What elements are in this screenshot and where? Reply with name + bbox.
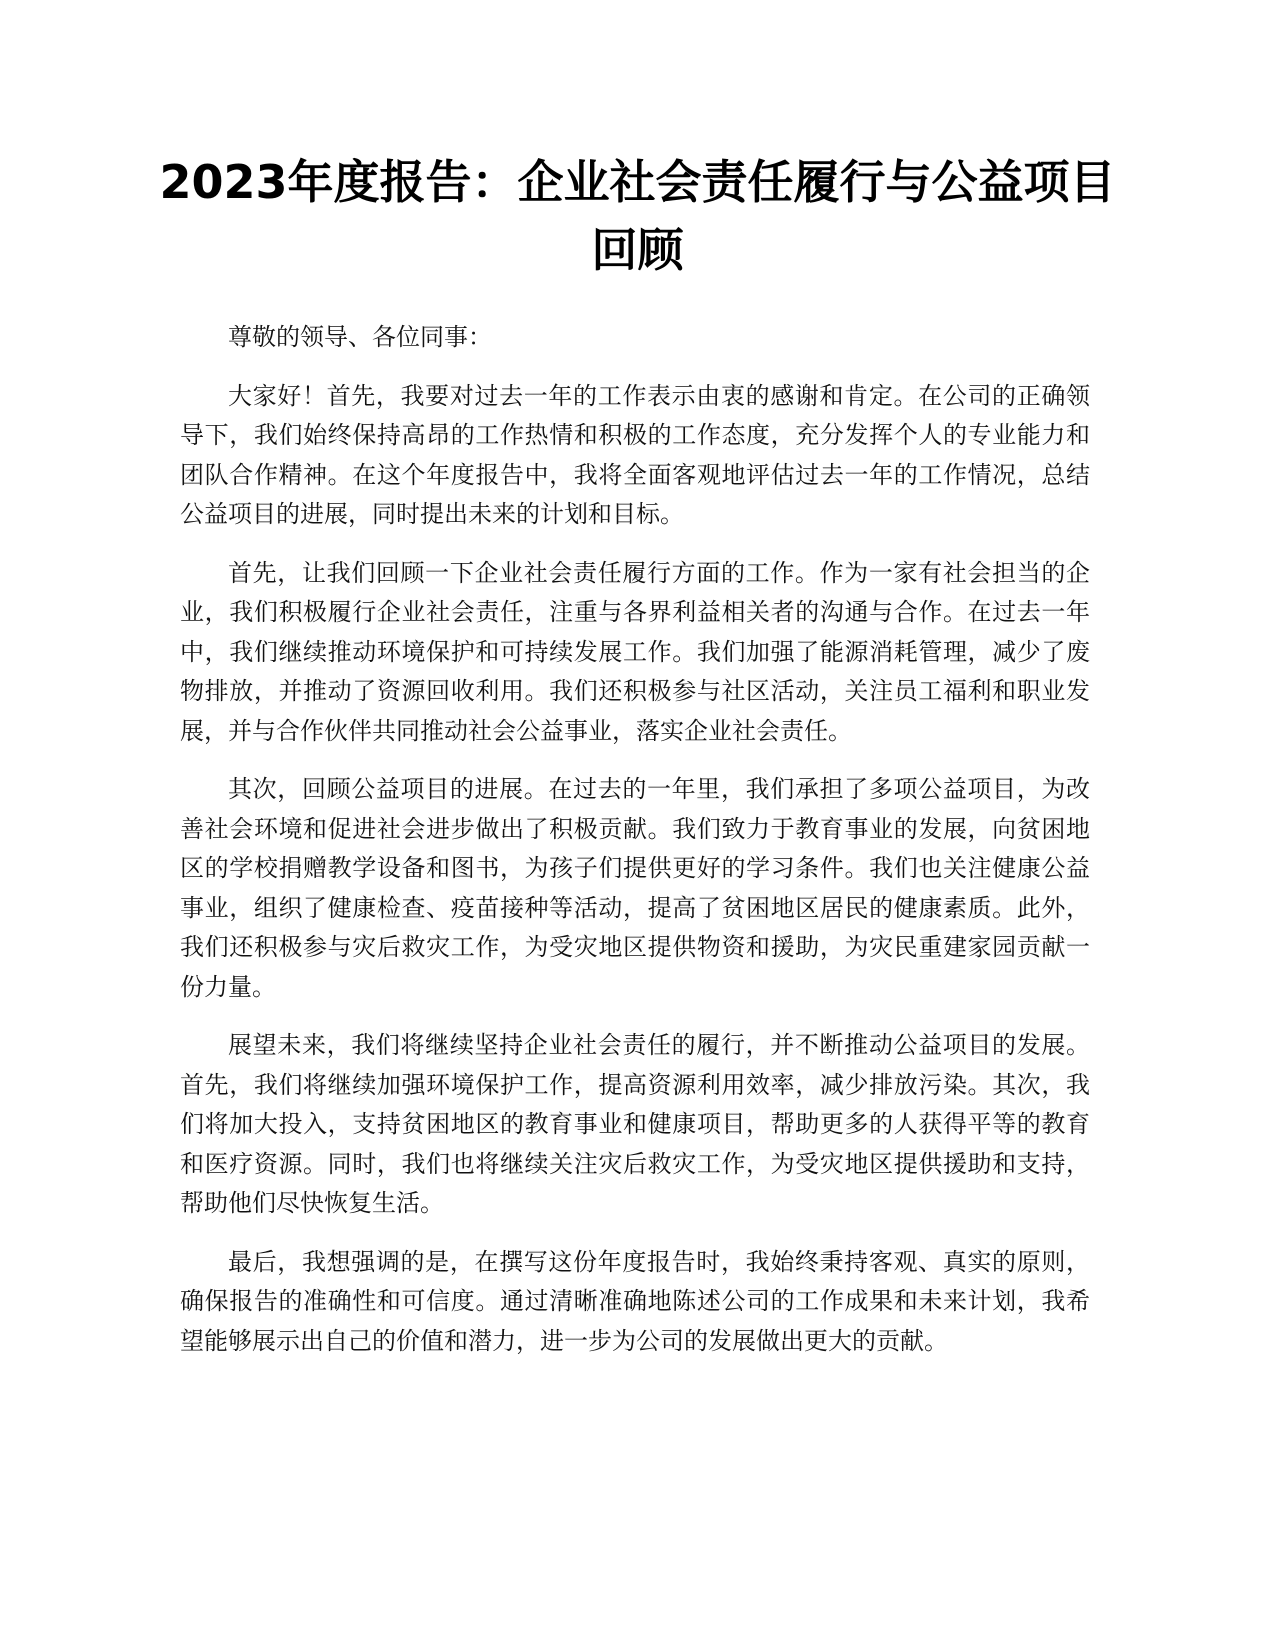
paragraph-4: 展望未来，我们将继续坚持企业社会责任的履行，并不断推动公益项目的发展。首先，我们将继续加强环境保护工作，提高资源利用效率，减少排放污染。其次，我们将加大投入，支持贫困地区的教育事业和健康项目，帮助更多的人获得平等的教育和医疗资源。同时，我们也将继续关注灾后救灾工作，为受灾地区提供援助和支持，帮助他们尽快恢复生活。	[180, 1031, 1090, 1217]
document-title: 2023年度报告：企业社会责任履行与公益项目回顾	[159, 155, 1116, 277]
document-body	[180, 318, 1090, 1380]
greeting: 尊敬的领导、各位同事：	[228, 323, 492, 351]
paragraph-3: 其次，回顾公益项目的进展。在过去的一年里，我们承担了多项公益项目，为改善社会环境和促进社会进步做出了积极贡献。我们致力于教育事业的发展，向贫困地区的学校捐赠教学设备和图书，为孩子们提供更好的学习条件。我们也关注健康公益事业，组织了健康检查、疫苗接种等活动，提高了贫困地区居民的健康素质。此外，我们还积极参与灾后救灾工作，为受灾地区提供物资和援助，为灾民重建家园贡献一份力量。	[180, 775, 1090, 1001]
paragraph-1: 大家好！首先，我要对过去一年的工作表示由衷的感谢和肯定。在公司的正确领导下，我们始终保持高昂的工作热情和积极的工作态度，充分发挥个人的专业能力和团队合作精神。在这个年度报告中，我将全面客观地评估过去一年的工作情况，总结公益项目的进展，同时提出未来的计划和目标。	[180, 381, 1090, 528]
paragraph-5: 最后，我想强调的是，在撰写这份年度报告时，我始终秉持客观、真实的原则，确保报告的准确性和可信度。通过清晰准确地陈述公司的工作成果和未来计划，我希望能够展示出自己的价值和潜力，进一步为公司的发展做出更大的贡献。	[180, 1247, 1090, 1355]
paragraph-2: 首先，让我们回顾一下企业社会责任履行方面的工作。作为一家有社会担当的企业，我们积极履行企业社会责任，注重与各界利益相关者的沟通与合作。在过去一年中，我们继续推动环境保护和可持续发展工作。我们加强了能源消耗管理，减少了废物排放，并推动了资源回收利用。我们还积极参与社区活动，关注员工福利和职业发展，并与合作伙伴共同推动社会公益事业，落实企业社会责任。	[180, 558, 1090, 745]
